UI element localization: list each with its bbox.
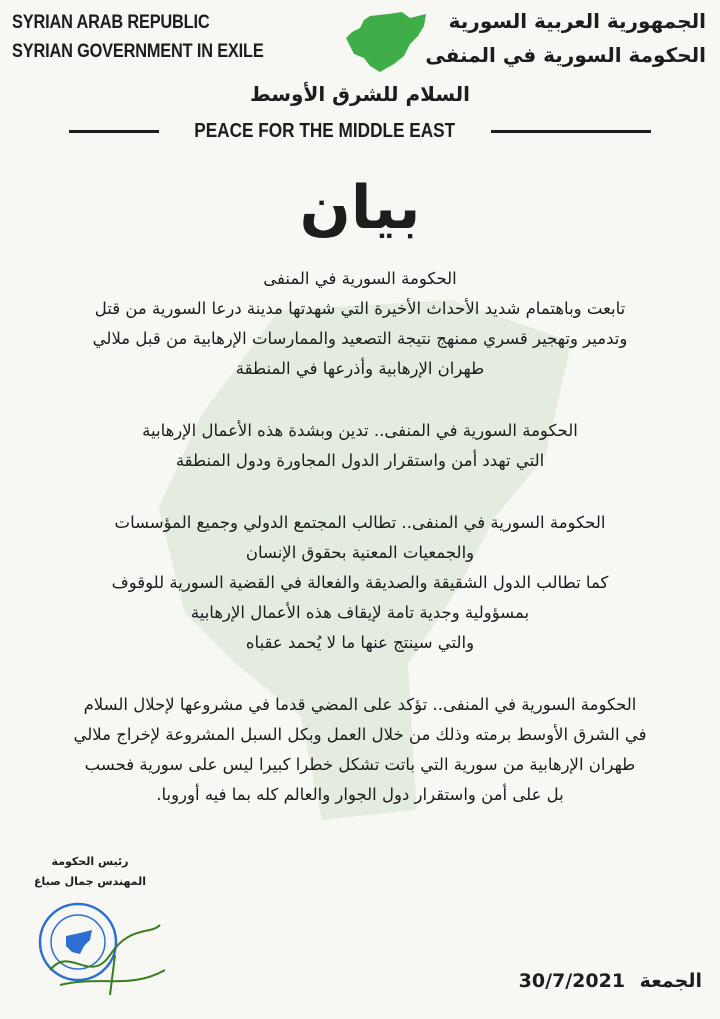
signatory-name: المهندس جمال صباغ [34, 875, 146, 888]
paragraph [28, 690, 692, 810]
body-line: والجمعيات المعنية بحقوق الإنسان [245, 543, 475, 562]
body-line: الحكومة السورية في المنفى.. تدين وبشدة هذه الأعمال الإرهابية [142, 421, 578, 440]
motto-arabic: السلام للشرق الأوسط [249, 82, 471, 106]
body-line: الحكومة السورية في المنفى.. تؤكد على المضي قدما في مشروعها لإحلال السلام [83, 695, 637, 714]
country-name-ar: الجمهورية العربية السورية [448, 9, 706, 33]
body-line: طهران الإرهابية وأذرعها في المنطقة [235, 359, 485, 378]
body-line: بمسؤولية وجدية تامة لإيقاف هذه الأعمال الإرهابية [190, 603, 530, 622]
paragraph [28, 508, 692, 658]
body-line: طهران الإرهابية من سورية التي باتت تشكل خطرا كبيرا ليس على سورية فحسب [84, 755, 636, 774]
handwritten-signature-icon [40, 915, 170, 1005]
body-line: في الشرق الأوسط برمته وذلك من خلال العمل وبكل السبل المشروعة لإخراج ملالي [73, 725, 647, 744]
motto-english: PEACE FOR THE MIDDLE EAST [194, 119, 456, 142]
date-weekday: الجمعة [639, 970, 702, 992]
paragraph [28, 416, 692, 476]
header-english [12, 8, 264, 66]
body-line: وتدمير وتهجير قسري ممنهج نتيجة التصعيد والممارسات الإرهابية من قبل ملالي [92, 329, 628, 348]
paragraph [28, 264, 692, 384]
government-name-ar: الحكومة السورية في المنفى [425, 43, 706, 67]
country-name-en: SYRIAN ARAB REPUBLIC [12, 12, 210, 33]
date-line [511, 970, 702, 992]
divider-right [491, 130, 651, 133]
body-line: والتي سينتج عنها ما لا يُحمد عقباه [245, 633, 475, 652]
syria-map-icon [340, 10, 432, 80]
header-arabic [425, 4, 706, 72]
signature-block [20, 852, 160, 892]
body-line: تابعت وباهتمام شديد الأحداث الأخيرة التي شهدتها مدينة درعا السورية من قتل [94, 299, 626, 318]
government-name-en: SYRIAN GOVERNMENT IN EXILE [12, 41, 264, 62]
statement-body [28, 264, 692, 842]
body-line: بل على أمن واستقرار دول الجوار والعالم كله بما فيه أوروبا. [156, 785, 564, 804]
body-line: التي تهدد أمن واستقرار الدول المجاورة ودول المنطقة [175, 451, 545, 470]
body-line: الحكومة السورية في المنفى [263, 269, 457, 288]
signatory-title: رئيس الحكومة [51, 855, 129, 868]
body-line: الحكومة السورية في المنفى.. تطالب المجتمع الدولي وجميع المؤسسات [114, 513, 606, 532]
date-value: 30/7/2021 [518, 970, 626, 992]
divider-left [69, 130, 159, 133]
body-line: كما تطالب الدول الشقيقة والصديقة والفعالة في القضية السورية للوقوف [111, 573, 609, 592]
motto-english-row [0, 116, 720, 146]
statement-title: بيان [299, 173, 421, 243]
